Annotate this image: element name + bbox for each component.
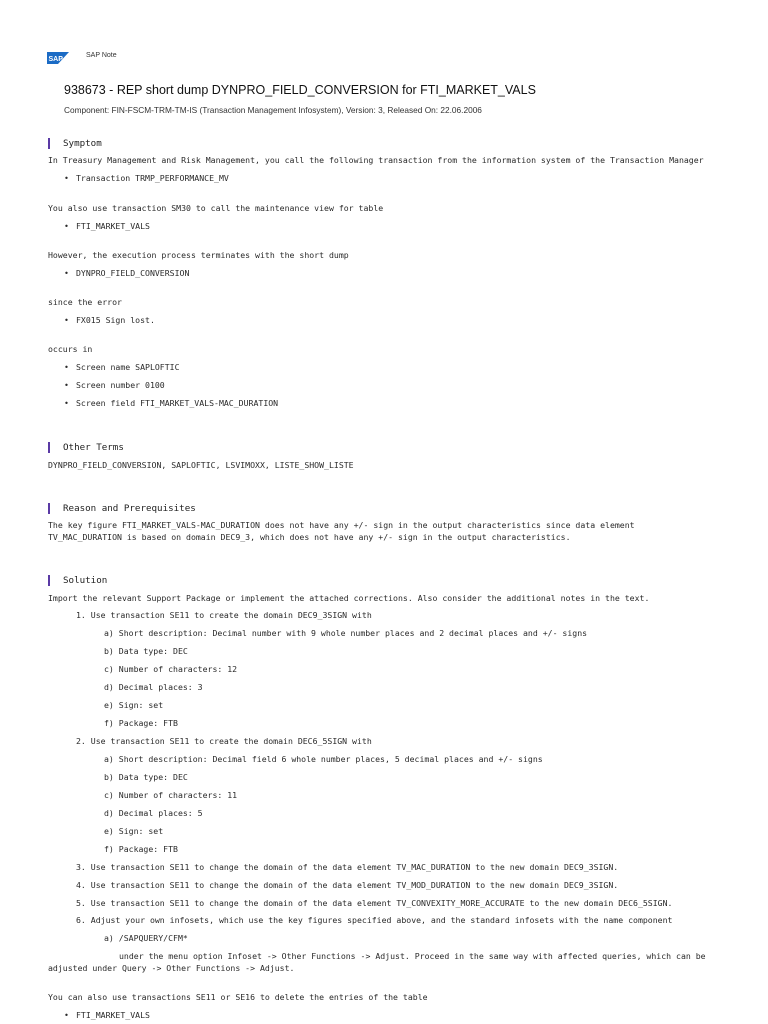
list-item: b) Data type: DEC [104, 646, 188, 656]
list-item: a) /SAPQUERY/CFM* [104, 933, 188, 943]
list-item: e) Sign: set [104, 700, 164, 710]
list-item: • Screen field FTI_MARKET_VALS-MAC_DURATION [76, 398, 278, 408]
section-heading-reason: Reason and Prerequisites [63, 503, 196, 514]
section-marker [48, 138, 50, 149]
list-item: c) Number of characters: 11 [104, 790, 238, 800]
symptom-since: since the error [48, 297, 122, 307]
list-item: d) Decimal places: 5 [104, 808, 203, 818]
reason-line-2: TV_MAC_DURATION is based on domain DEC9_3, which does not have any +/- sign in the output characteristics. [48, 532, 571, 542]
list-item: b) Data type: DEC [104, 772, 188, 782]
list-item: • FX015 Sign lost. [76, 315, 155, 325]
list-item: • Screen name SAPLOFTIC [76, 362, 180, 372]
list-item: • Screen number 0100 [76, 380, 165, 390]
solution-also-delete: You can also use transactions SE11 or SE16 to delete the entries of the table [48, 992, 428, 1002]
list-item: a) Short description: Decimal number with 9 whole number places and 2 decimal places and +/- signs [104, 628, 588, 638]
section-heading-other-terms: Other Terms [63, 442, 124, 453]
list-item: • FTI_MARKET_VALS [76, 1010, 150, 1020]
solution-step-6-text-2: adjusted under Query -> Other Functions -> Adjust. [48, 963, 295, 973]
section-marker [48, 575, 50, 586]
symptom-however: However, the execution process terminates with the short dump [48, 250, 349, 260]
list-item: f) Package: FTB [104, 844, 178, 854]
other-terms-text: DYNPRO_FIELD_CONVERSION, SAPLOFTIC, LSVIMOXX, LISTE_SHOW_LISTE [48, 460, 354, 470]
solution-step-1: 1. Use transaction SE11 to create the domain DEC9_3SIGN with [76, 610, 372, 620]
symptom-occurs: occurs in [48, 344, 93, 354]
list-item: f) Package: FTB [104, 718, 178, 728]
list-item: a) Short description: Decimal field 6 whole number places, 5 decimal places and +/- signs [104, 754, 543, 764]
list-item: d) Decimal places: 3 [104, 682, 203, 692]
component-line: Component: FIN-FSCM-TRM-TM-IS (Transaction Management Infosystem), Version: 3, Released On: 22.06.2006 [64, 105, 482, 115]
section-heading-symptom: Symptom [63, 138, 102, 149]
sap-logo-text: SAP [48, 55, 63, 63]
doc-type-label: SAP Note [86, 52, 117, 59]
symptom-also-use: You also use transaction SM30 to call the maintenance view for table [48, 203, 384, 213]
list-item: • FTI_MARKET_VALS [76, 221, 150, 231]
list-item: c) Number of characters: 12 [104, 664, 238, 674]
symptom-intro: In Treasury Management and Risk Management, you call the following transaction from the information system of the Transaction Manager [48, 155, 704, 165]
list-item: • Transaction TRMP_PERFORMANCE_MV [76, 173, 229, 183]
solution-step-5: 5. Use transaction SE11 to change the domain of the data element TV_CONVEXITY_MORE_ACCURATE to the new domain DEC6_5SIGN. [76, 898, 673, 908]
section-marker [48, 503, 50, 514]
solution-step-3: 3. Use transaction SE11 to change the domain of the data element TV_MAC_DURATION to the new domain DEC9_3SIGN. [76, 862, 619, 872]
sap-logo [47, 52, 69, 64]
page-title: 938673 - REP short dump DYNPRO_FIELD_CONVERSION for FTI_MARKET_VALS [64, 83, 536, 97]
solution-step-2: 2. Use transaction SE11 to create the domain DEC6_5SIGN with [76, 736, 372, 746]
section-heading-solution: Solution [63, 575, 108, 586]
list-item: • DYNPRO_FIELD_CONVERSION [76, 268, 189, 278]
list-item: e) Sign: set [104, 826, 164, 836]
solution-step-6: 6. Adjust your own infosets, which use the key figures specified above, and the standard infosets with the name component [76, 915, 673, 925]
solution-step-6-text-1: under the menu option Infoset -> Other Functions -> Adjust. Proceed in the same way with affected queries, which can be [119, 951, 706, 961]
solution-intro: Import the relevant Support Package or implement the attached corrections. Also consider the additional notes in the text. [48, 593, 650, 603]
section-marker [48, 442, 50, 453]
reason-line-1: The key figure FTI_MARKET_VALS-MAC_DURATION does not have any +/- sign in the output characteristics since data element [48, 520, 635, 530]
solution-step-4: 4. Use transaction SE11 to change the domain of the data element TV_MOD_DURATION to the new domain DEC9_3SIGN. [76, 880, 619, 890]
